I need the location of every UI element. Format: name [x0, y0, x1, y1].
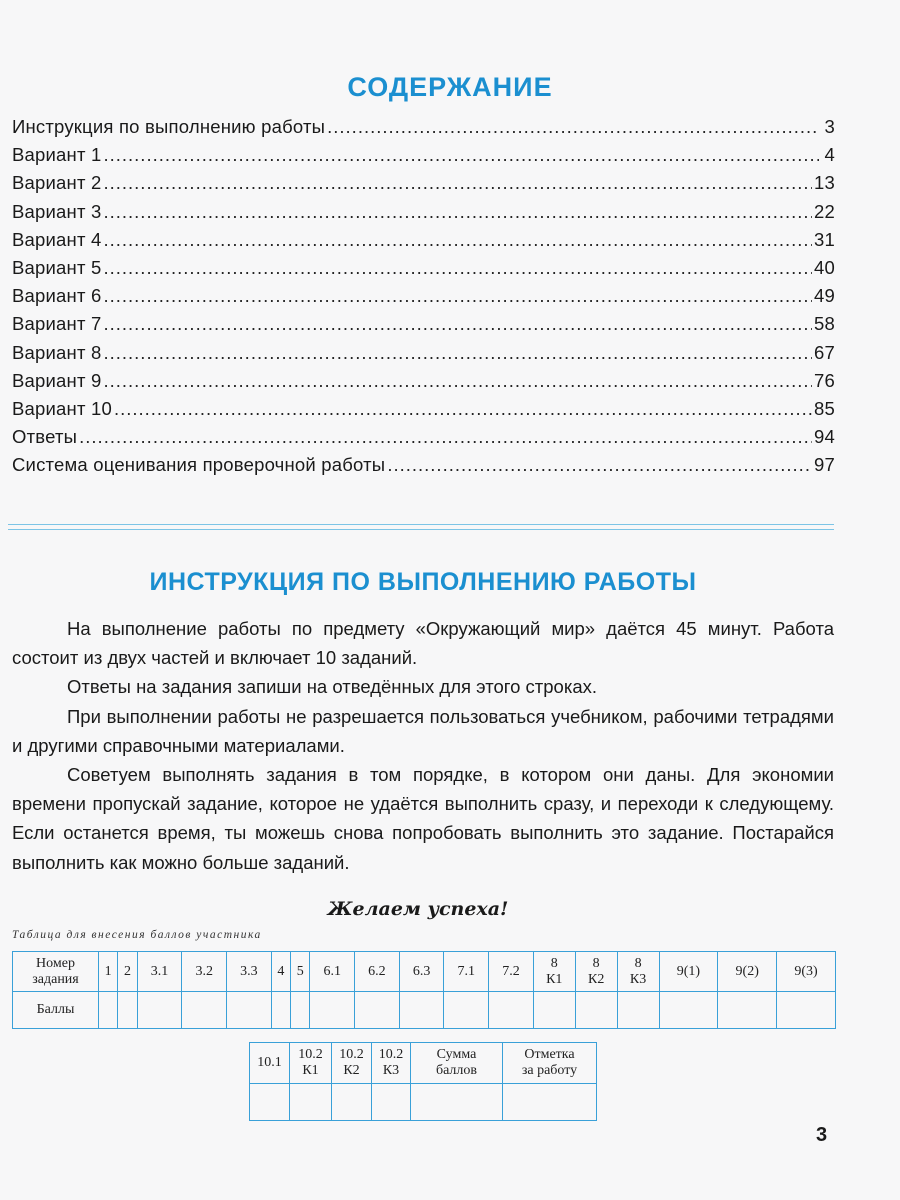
score-cell[interactable]: [99, 992, 118, 1029]
toc-entry: [12, 342, 835, 370]
toc-entry-label: Инструкция по выполнению работы: [12, 116, 326, 137]
toc-entry: [12, 172, 835, 200]
toc-title: СОДЕРЖАНИЕ: [347, 72, 553, 102]
cell-line: 5: [296, 963, 304, 979]
dot-leader: [103, 144, 819, 166]
cell-line: 10.2: [339, 1047, 364, 1062]
toc-entry-label: Вариант 1: [12, 144, 102, 166]
toc-entry-label: Вариант 3: [12, 200, 102, 222]
dot-leader: [327, 116, 819, 138]
summary-header-cell: [503, 1043, 597, 1084]
dot-leader: [103, 201, 812, 223]
header-line: Номер: [36, 955, 75, 971]
task-number-cell: [227, 952, 272, 992]
cell-line: 6.3: [412, 963, 431, 979]
toc-entry: [12, 229, 835, 257]
score-cell[interactable]: [617, 992, 659, 1029]
summary-header-cell: [332, 1043, 372, 1084]
cell-line: К3: [629, 971, 647, 987]
toc-entry-page: 13: [814, 172, 835, 194]
grade-cell[interactable]: [503, 1084, 597, 1121]
summary-header-row: [250, 1043, 597, 1084]
toc-entry-label: Вариант 10: [12, 397, 112, 419]
toc-entry-page: 31: [814, 228, 835, 250]
toc-entry-page: 22: [814, 200, 835, 222]
toc-entry: [12, 370, 835, 398]
task-number-cell: [718, 952, 777, 992]
cell-line: 8: [634, 955, 642, 971]
task-number-cell: [777, 952, 836, 992]
cell-line: 3.2: [195, 963, 213, 979]
table-of-contents: [12, 116, 835, 482]
toc-entry: [12, 201, 835, 229]
cell-line: Сумма: [436, 1047, 477, 1062]
cell-line: 1: [104, 963, 112, 979]
cell-line: 6.1: [323, 963, 341, 979]
cell-line: 9(3): [794, 963, 818, 979]
toc-entry-label: Вариант 9: [12, 369, 102, 391]
score-cell[interactable]: [659, 992, 718, 1029]
toc-entry-label: Вариант 7: [12, 313, 102, 335]
task-number-cell: [617, 952, 659, 992]
cell-line: 10.1: [257, 1055, 282, 1070]
task-number-cell: [444, 952, 489, 992]
dot-leader: [103, 257, 812, 279]
cell-line: за работу: [521, 1063, 578, 1078]
toc-entry-label: Вариант 5: [12, 256, 102, 278]
instruction-paragraph: На выполнение работы по предмету «Окружающий мир» даётся 45 минут. Работа состоит из двух частей и включает 10 заданий.: [12, 618, 834, 669]
task-number-header: [13, 952, 99, 992]
score-cell[interactable]: [291, 992, 310, 1029]
cell-line: Отметка: [524, 1047, 575, 1062]
page-number: 3: [816, 1124, 828, 1146]
cell-line: 7.2: [502, 963, 520, 979]
score-cell[interactable]: [290, 1084, 332, 1121]
summary-header-cell: [290, 1043, 332, 1084]
cell-line: 7.1: [457, 963, 476, 979]
cell-line: 3.3: [240, 963, 258, 979]
cell-line: 4: [277, 963, 285, 979]
cell-line: 10.2: [378, 1047, 404, 1062]
dot-leader: [103, 370, 812, 392]
cell-line: 3.1: [150, 963, 169, 979]
score-cell[interactable]: [227, 992, 272, 1029]
task-number-row: [13, 952, 836, 992]
cell-line: 2: [123, 963, 131, 979]
toc-entry: [12, 257, 835, 285]
toc-entry: [12, 313, 835, 341]
score-cell[interactable]: [533, 992, 575, 1029]
cell-line: баллов: [435, 1063, 478, 1078]
task-number-cell: [137, 952, 182, 992]
instructions-title: ИНСТРУКЦИЯ ПО ВЫПОЛНЕНИЮ РАБОТЫ: [149, 568, 697, 596]
toc-entry-page: 40: [814, 256, 835, 278]
toc-entry-page: 4: [824, 144, 835, 166]
task-number-cell: [399, 952, 444, 992]
score-table: [12, 951, 836, 1029]
score-cell[interactable]: [372, 1084, 411, 1121]
score-cell[interactable]: [489, 992, 534, 1029]
dot-leader: [79, 426, 812, 448]
task-number-cell: [575, 952, 617, 992]
cell-line: 8: [550, 955, 558, 971]
section-divider: [8, 524, 834, 530]
cell-line: К1: [302, 1063, 319, 1078]
cell-line: 8: [592, 955, 600, 971]
cell-line: К1: [546, 971, 563, 987]
total-score-cell[interactable]: [411, 1084, 503, 1121]
score-cell[interactable]: [355, 992, 400, 1029]
score-cell[interactable]: [137, 992, 182, 1029]
summary-header-cell: [372, 1043, 411, 1084]
task-number-cell: [355, 952, 400, 992]
task-number-cell: [271, 952, 290, 992]
good-luck-text: Желаем успеха!: [327, 898, 509, 920]
dot-leader: [103, 229, 812, 251]
dot-leader: [114, 398, 812, 420]
header-line: задания: [32, 971, 79, 987]
toc-entry-label: Вариант 8: [12, 341, 102, 363]
toc-entry-label: Вариант 4: [12, 228, 102, 250]
score-cell[interactable]: [182, 992, 227, 1029]
summary-table: [249, 1042, 597, 1121]
task-number-cell: [99, 952, 118, 992]
score-cell[interactable]: [777, 992, 836, 1029]
score-cell[interactable]: [444, 992, 489, 1029]
summary-header-cell: [411, 1043, 503, 1084]
cell-line: 6.2: [368, 963, 386, 979]
dot-leader: [103, 285, 812, 307]
toc-entry-page: 97: [814, 454, 835, 476]
task-number-cell: [659, 952, 718, 992]
score-cell[interactable]: [118, 992, 137, 1029]
toc-entry-label: Вариант 2: [12, 172, 102, 194]
cell-line: К2: [588, 971, 605, 987]
toc-entry-label: Система оценивания проверочной работы: [12, 454, 386, 476]
toc-entry: [12, 398, 835, 426]
toc-entry-page: 67: [814, 341, 835, 363]
score-cell[interactable]: [575, 992, 617, 1029]
score-cell[interactable]: [310, 992, 355, 1029]
table-caption: Таблица для внесения баллов участника: [12, 929, 262, 941]
toc-entry-page: 58: [814, 313, 835, 335]
task-number-cell: [291, 952, 310, 992]
summary-score-row: [250, 1084, 597, 1121]
summary-header-cell: [250, 1043, 290, 1084]
task-number-cell: [182, 952, 227, 992]
score-cell[interactable]: [271, 992, 290, 1029]
instruction-paragraph: Ответы на задания запиши на отведённых для этого строках.: [67, 676, 598, 698]
toc-entry-page: 85: [814, 397, 835, 419]
toc-entry-page: 49: [814, 285, 835, 307]
toc-entry: [12, 285, 835, 313]
score-row-label: Баллы: [13, 992, 99, 1029]
dot-leader: [387, 454, 812, 476]
score-cell[interactable]: [332, 1084, 372, 1121]
instruction-paragraph: Советуем выполнять задания в том порядке, в котором они даны. Для экономии времени пропускай задание, которое не удаётся выполнить сразу, и переходи к следующему. Если останется время, ты можешь снова попробовать выполнить это задание. Постарайся выполнить как можно больше заданий.: [12, 764, 834, 873]
score-row: [13, 992, 836, 1029]
cell-line: К3: [382, 1063, 400, 1078]
instructions-body: [12, 614, 834, 877]
toc-entry: [12, 116, 835, 144]
toc-entry-label: Вариант 6: [12, 285, 102, 307]
toc-entry-page: 76: [814, 369, 835, 391]
dot-leader: [103, 342, 812, 364]
toc-entry: [12, 426, 835, 454]
toc-entry-page: 94: [814, 426, 835, 448]
cell-line: 9(2): [735, 963, 759, 979]
task-number-cell: [118, 952, 137, 992]
toc-entry: [12, 454, 835, 482]
task-number-cell: [310, 952, 355, 992]
toc-entry-label: Ответы: [12, 426, 78, 448]
cell-line: 9(1): [676, 963, 701, 979]
score-cell[interactable]: [718, 992, 777, 1029]
dot-leader: [103, 172, 812, 194]
toc-entry-page: 3: [824, 116, 835, 137]
score-cell[interactable]: [250, 1084, 290, 1121]
task-number-cell: [533, 952, 575, 992]
task-number-cell: [489, 952, 534, 992]
toc-entry: [12, 144, 835, 172]
cell-line: К2: [343, 1063, 360, 1078]
instruction-paragraph: При выполнении работы не разрешается пользоваться учебником, рабочими тетрадями и другими справочными материалами.: [12, 705, 834, 756]
score-cell[interactable]: [399, 992, 444, 1029]
dot-leader: [103, 313, 812, 335]
cell-line: 10.2: [298, 1047, 323, 1062]
